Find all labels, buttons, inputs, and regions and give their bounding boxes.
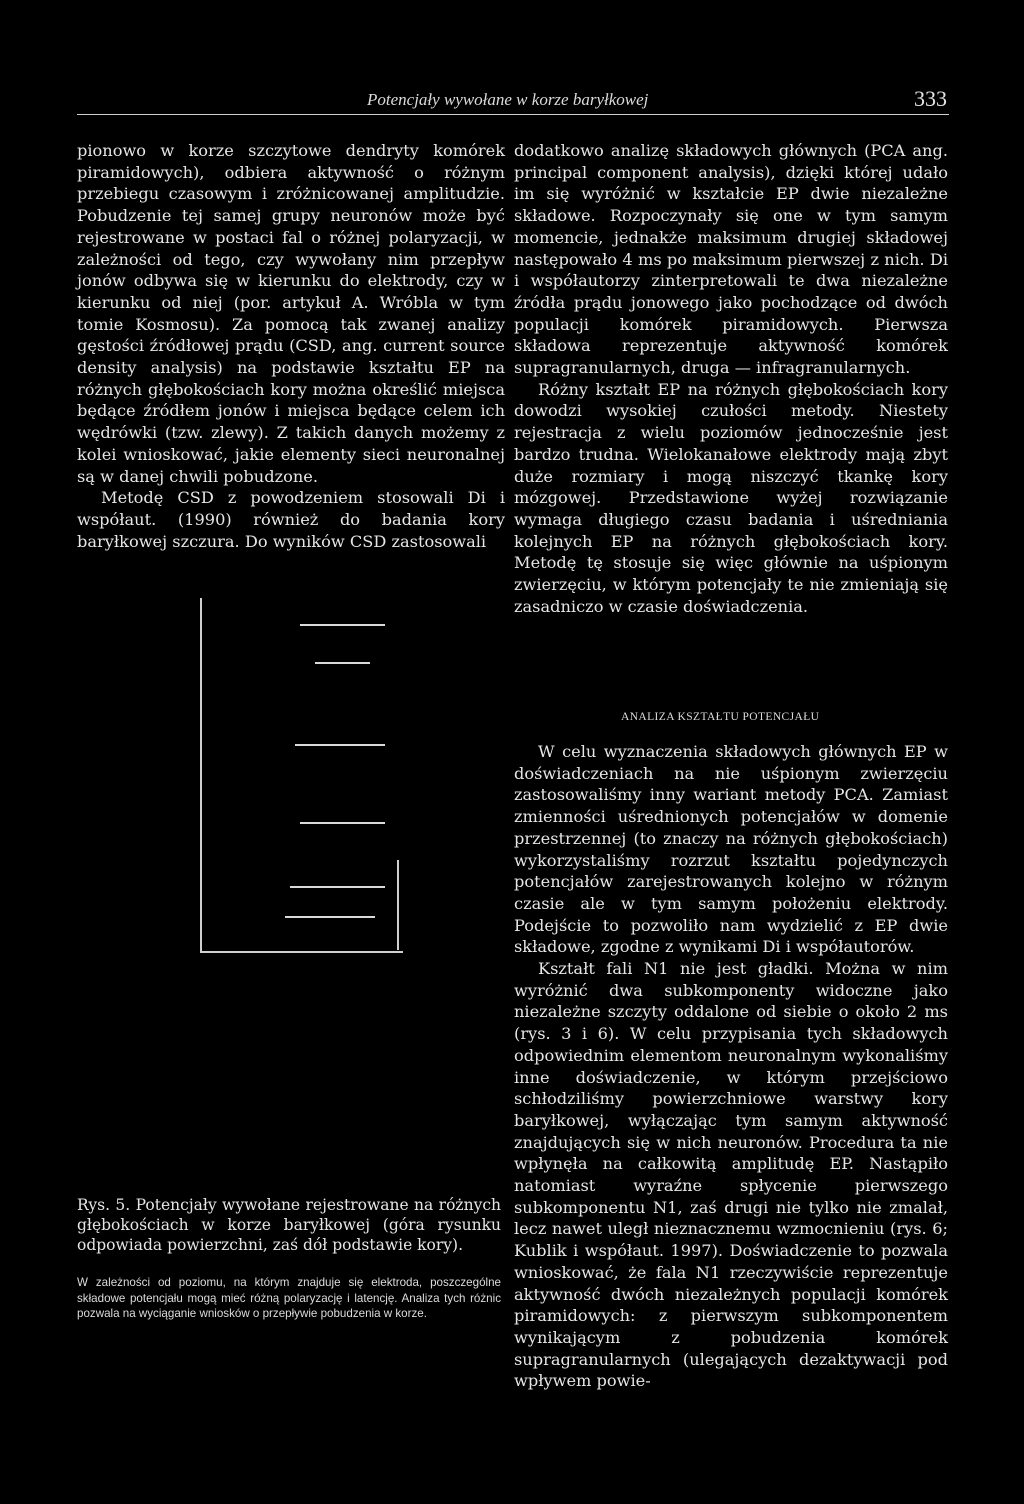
figure-left-axis — [200, 598, 202, 952]
section-heading: ANALIZA KSZTAŁTU POTENCJAŁU — [621, 711, 820, 723]
left-column — [77, 140, 505, 552]
figure-right-axis — [397, 860, 399, 950]
page-number: 333 — [914, 86, 947, 111]
right-paragraph-2: Różny kształt EP na różnych głębokościach kory dowodzi wysokiej czułości metody. Niestety rejestracja z wielu poziomów jednocześnie jest bardzo trudna. Wielokanałowe elektrody mają zbyt duże rozmiary i mogą niszczyć tkankę kory mózgowej. Przedstawione wyżej rozwiązanie wymaga długiego czasu badania i uśredniania kolejnych EP na różnych głębokościach kory. Metodę tę stosuje się więc głównie na uśpionym zwierzęciu, w którym potencjały te nie zmieniają się zasadniczo w czasie doświadczenia. — [514, 379, 948, 616]
running-title: Potencjały wywołane w korze baryłkowej — [367, 90, 649, 109]
trace-6 — [285, 916, 375, 918]
right-column — [514, 140, 948, 617]
right-column-section — [514, 741, 948, 1392]
figure-bottom-axis — [200, 951, 403, 953]
trace-4 — [300, 822, 385, 824]
figure-note: W zależności od poziomu, na którym znajduje się elektroda, poszczególne składowe potencjału mogą mieć różną polaryzację i latencję. Analiza tych różnic pozwala na wyciąganie wniosków o przepływie pobudzenia w korze. — [77, 1276, 501, 1321]
left-paragraph-2: Metodę CSD z powodzeniem stosowali Di i współaut. (1990) również do badania kory baryłkowej szczura. Do wyników CSD zastosowali — [77, 488, 505, 551]
trace-3 — [295, 744, 385, 746]
figure-traces — [200, 598, 405, 954]
trace-5 — [290, 886, 385, 888]
left-paragraph-1: pionowo w korze szczytowe dendryty komórek piramidowych), odbiera aktywność o różnym przebiegu czasowym i zróżnicowanej amplitudzie. Pobudzenie tej samej grupy neuronów może być rejestrowane w postaci fal o różnej polaryzacji, w zależności od tego, czy wywołany nim przepływ jonów odbywa się w kierunku do elektrody, czy w kierunku od niej (por. artykuł A. Wróbla w tym tomie Kosmosu). Za pomocą tak zwanej analizy gęstości źródłowej prądu (CSD, ang. current source density analysis) na podstawie kształtu EP na różnych głębokościach kory można określić miejsca będące źródłem jonów i miejsca będące celem ich wędrówki (tzw. zlewy). Z takich danych możemy z kolei wnioskować, jakie elementy sieci neuronalnej są w danej chwili pobudzone. — [77, 141, 505, 486]
section-paragraph-1: W celu wyznaczenia składowych głównych EP w doświadczeniach na nie uśpionym zwierzęciu zastosowaliśmy inny wariant metody PCA. Zamiast zmienności uśrednionych potencjałów w domenie przestrzennej (to znaczy na różnych głębokościach) wykorzystaliśmy rozrzut kształtu pojedynczych potencjałów zarejestrowanych kolejno w różnym czasie ale w tym samym położeniu elektrody. Podejście to pozwoliło nam wydzielić z EP dwie składowe, zgodne z wynikami Di i współautorów. — [514, 742, 948, 957]
figure-caption: Rys. 5. Potencjały wywołane rejestrowane na różnych głębokościach w korze baryłkowej (góra rysunku odpowiada powierzchni, zaś dół podstawie kory). — [77, 1196, 501, 1255]
trace-2 — [315, 662, 370, 664]
trace-1 — [300, 624, 385, 626]
right-paragraph-1: dodatkowo analizę składowych głównych (PCA ang. principal component analysis), dzięki której udało im się wyróżnić w kształcie EP dwie niezależne składowe. Rozpoczynały się one w tym samym momencie, jednakże maksimum drugiej składowej następowało 4 ms po maksimum pierwszej z nich. Di i współautorzy zinterpretowali te dwa niezależne źródła prądu jonowego jako pochodzące od dwóch populacji komórek piramidowych. Pierwsza składowa reprezentuje aktywność komórek supragranularnych, druga — infragranularnych. — [514, 141, 948, 378]
section-paragraph-2: Kształt fali N1 nie jest gładki. Można w nim wyróżnić dwa subkomponenty widoczne jako niezależne szczyty oddalone od siebie o około 2 ms (rys. 3 i 6). W celu przypisania tych składowych odpowiednim elementom neuronalnym wykonaliśmy inne doświadczenie, w którym przejściowo schłodziliśmy powierzchniowe warstwy kory baryłkowej, wyłączając tym samym aktywność znajdujących się w nich neuronów. Procedura ta nie wpłynęła na całkowitą amplitudę EP. Nastąpiło natomiast wyraźne spłycenie pierwszego subkomponentu N1, zaś drugi nie tylko nie zmalał, lecz nawet uległ nieznacznemu wzmocnieniu (rys. 6; Kublik i współaut. 1997). Doświadczenie to pozwala wnioskować, że fala N1 rzeczywiście reprezentuje aktywność dwóch niezależnych populacji komórek piramidowych: z pierwszym subkomponentem wynikającym z pobudzenia komórek supragranularnych (ulegających dezaktywacji pod wpływem powie- — [514, 959, 948, 1391]
running-header — [77, 86, 949, 115]
